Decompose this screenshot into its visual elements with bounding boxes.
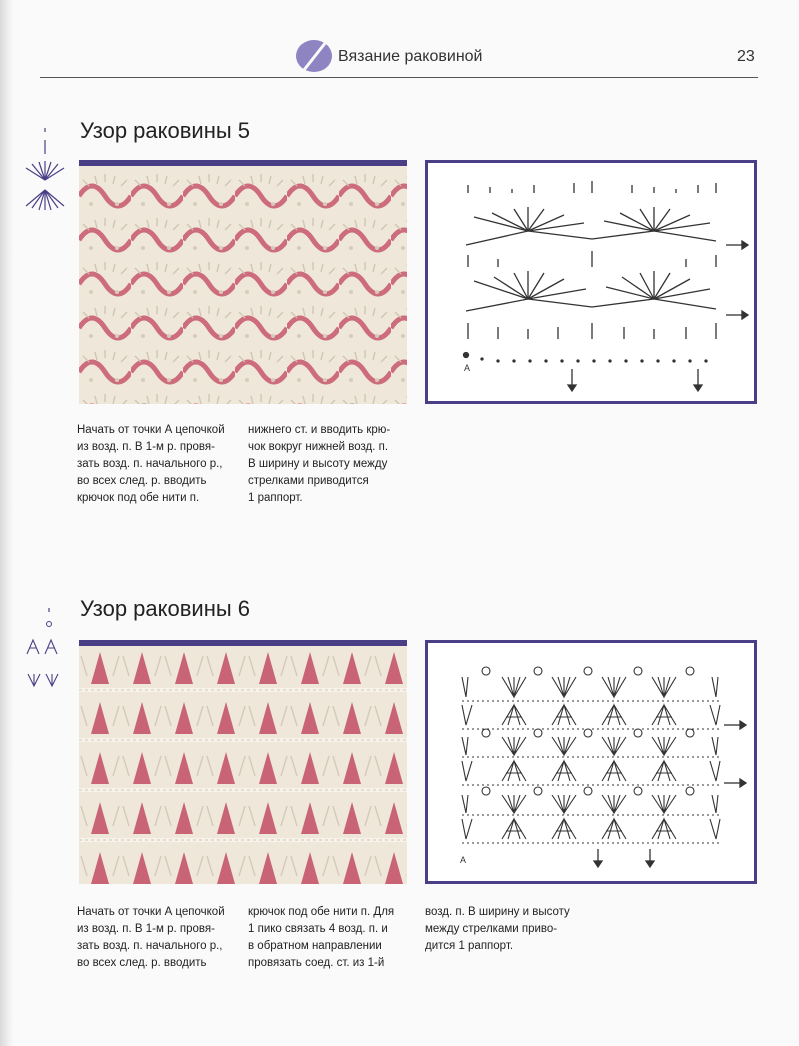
margin-stitch-symbols-6 [24,608,64,694]
pattern-6-text-column-3: возд. п. В ширину и высоту между стрелками приво- дится 1 раппорт. [425,906,570,952]
running-header-title: Вязание раковиной [338,48,483,65]
page-gutter-shadow [0,0,14,1046]
page-number: 23 [737,48,755,65]
pattern-6-title: Узор раковины 6 [80,596,251,621]
pattern-6-text-column-1: Начать от точки А цепочкой из возд. п. В 1-м р. провя- зать возд. п. начального р., во всех след. р. вводить [77,906,225,969]
pattern-6-text-column-2: крючок под обе нити п. Для 1 пико связать 4 возд. п. и в обратном направлении провязать соед. ст. из 1-й [248,906,395,969]
pattern-5-chart-start-label: A [464,363,471,373]
pattern-6-photo [79,640,407,884]
margin-stitch-symbols-5 [22,128,68,214]
pattern-5-text-column-2: нижнего ст. и вводить крю- чок вокруг нижней возд. п. В ширину и высоту между стрелками приводится 1 раппорт. [248,424,391,504]
pattern-5-title: Узор раковины 5 [80,118,251,143]
section-logo-icon [294,38,334,74]
pattern-5-chart [425,160,757,404]
pattern-5-text-column-1: Начать от точки А цепочкой из возд. п. В 1-м р. провя- зать возд. п. начального р., во всех след. р. вводить крючок под обе нити п. [77,424,225,504]
pattern-6-chart-start-label: A [460,855,467,865]
pattern-5-photo [79,160,407,404]
header-divider [40,77,758,78]
pattern-6-chart [425,640,757,884]
